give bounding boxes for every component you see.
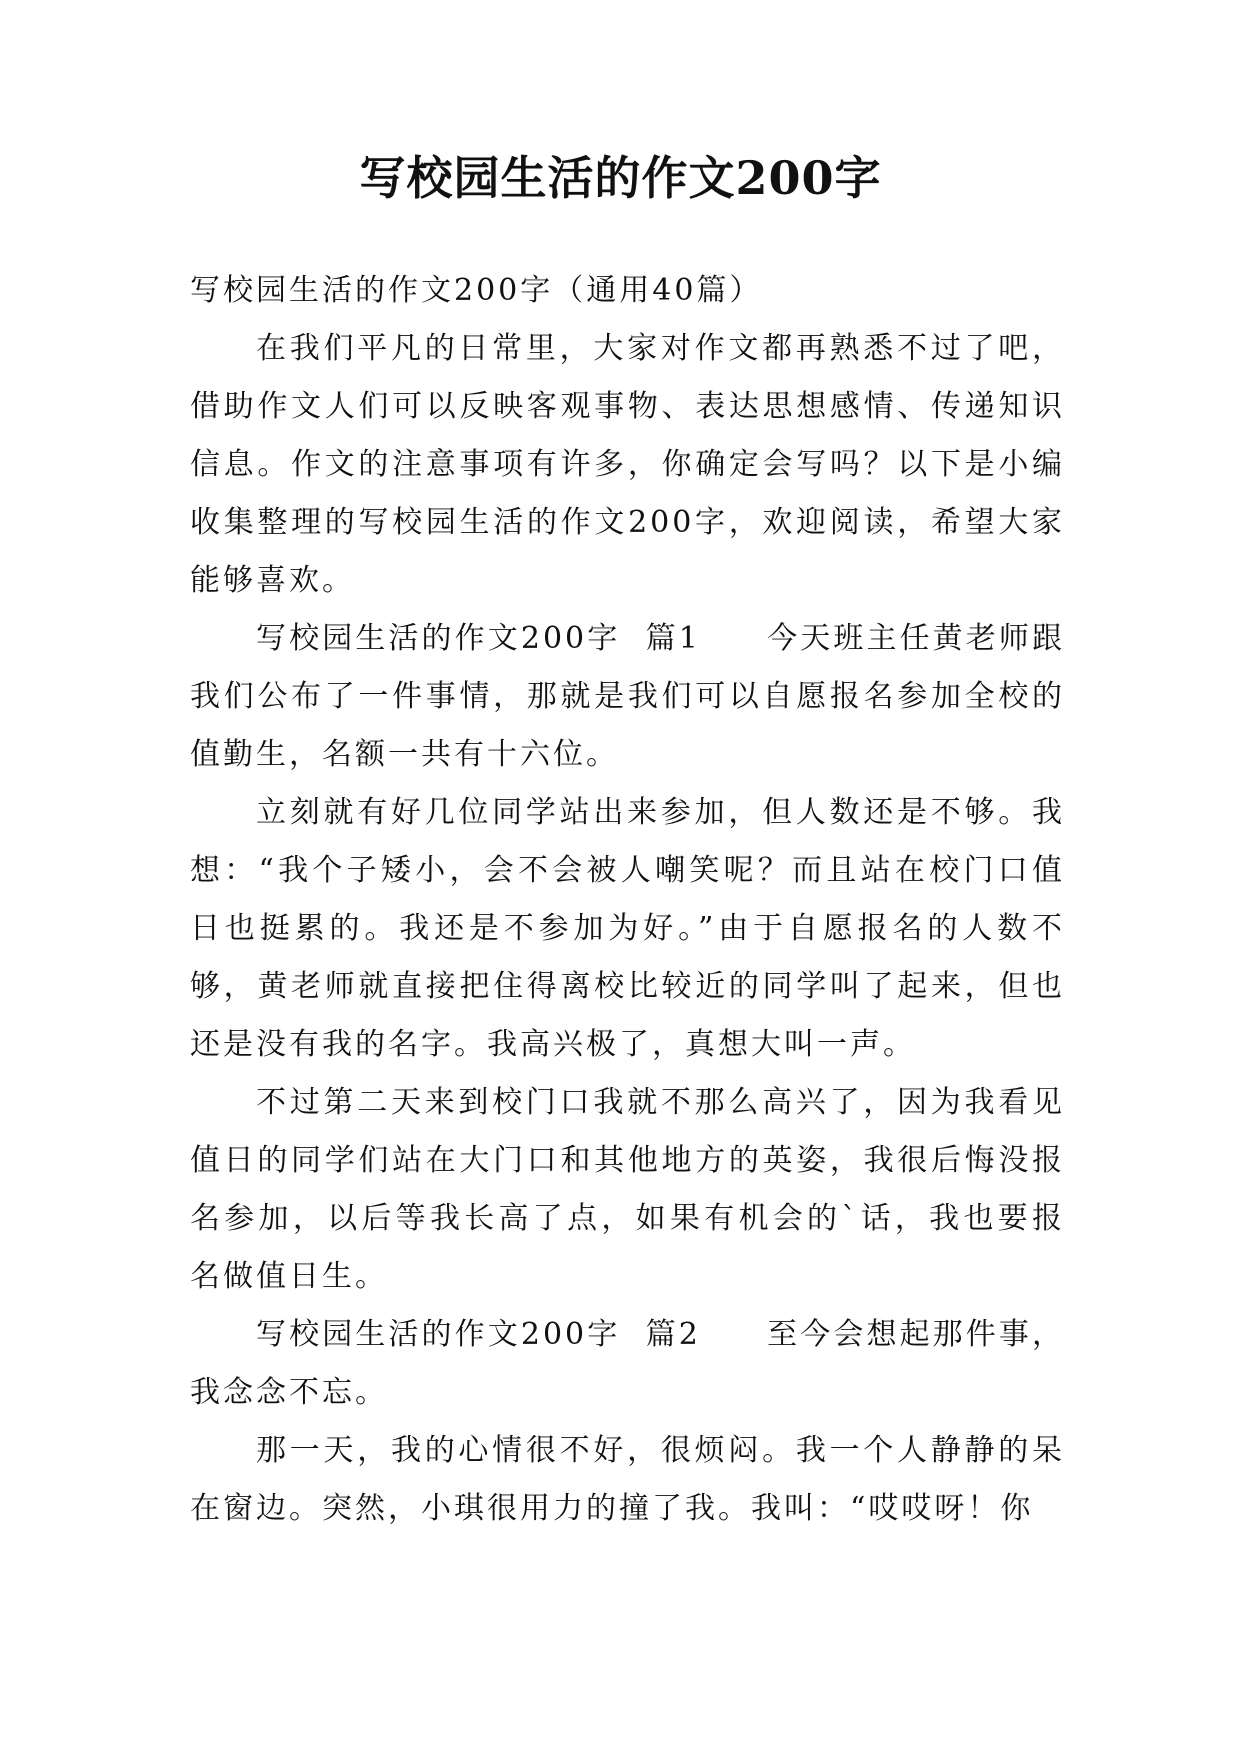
intro-paragraph: 在我们平凡的日常里，大家对作文都再熟悉不过了吧，借助作文人们可以反映客观事物、表达思想感情、传递知识信息。作文的注意事项有许多，你确定会写吗？以下是小编收集整理的写校园生活的作文200字，欢迎阅读，希望大家能够喜欢。 <box>190 331 1065 598</box>
essay-1-paragraph-3: 不过第二天来到校门口我就不那么高兴了，因为我看见值日的同学们站在大门口和其他地方的英姿，我很后悔没报名参加，以后等我长高了点，如果有机会的`话，我也要报名做值日生。 <box>190 1085 1065 1294</box>
essay-1-paragraph-1: 写校园生活的作文200字 篇1 今天班主任黄老师跟我们公布了一件事情，那就是我们可以自愿报名参加全校的值勤生，名额一共有十六位。 <box>190 621 1065 772</box>
essay-2-paragraph-1: 写校园生活的作文200字 篇2 至今会想起那件事，我念念不忘。 <box>190 1317 1065 1410</box>
essay-2-paragraph-2: 那一天，我的心情很不好，很烦闷。我一个人静静的呆在窗边。突然，小琪很用力的撞了我。我叫：“哎哎呀！你 <box>190 1433 1065 1526</box>
essay-1-paragraph-2: 立刻就有好几位同学站出来参加，但人数还是不够。我想：“我个子矮小，会不会被人嘲笑呢？而且站在校门口值日也挺累的。我还是不参加为好。”由于自愿报名的人数不够，黄老师就直接把住得离校比较近的同学叫了起来，但也还是没有我的名字。我高兴极了，真想大叫一声。 <box>190 795 1065 1062</box>
document-title: 写校园生活的作文200字 <box>359 151 882 205</box>
document-body <box>190 262 1065 1538</box>
subtitle-paragraph: 写校园生活的作文200字（通用40篇） <box>190 273 763 308</box>
